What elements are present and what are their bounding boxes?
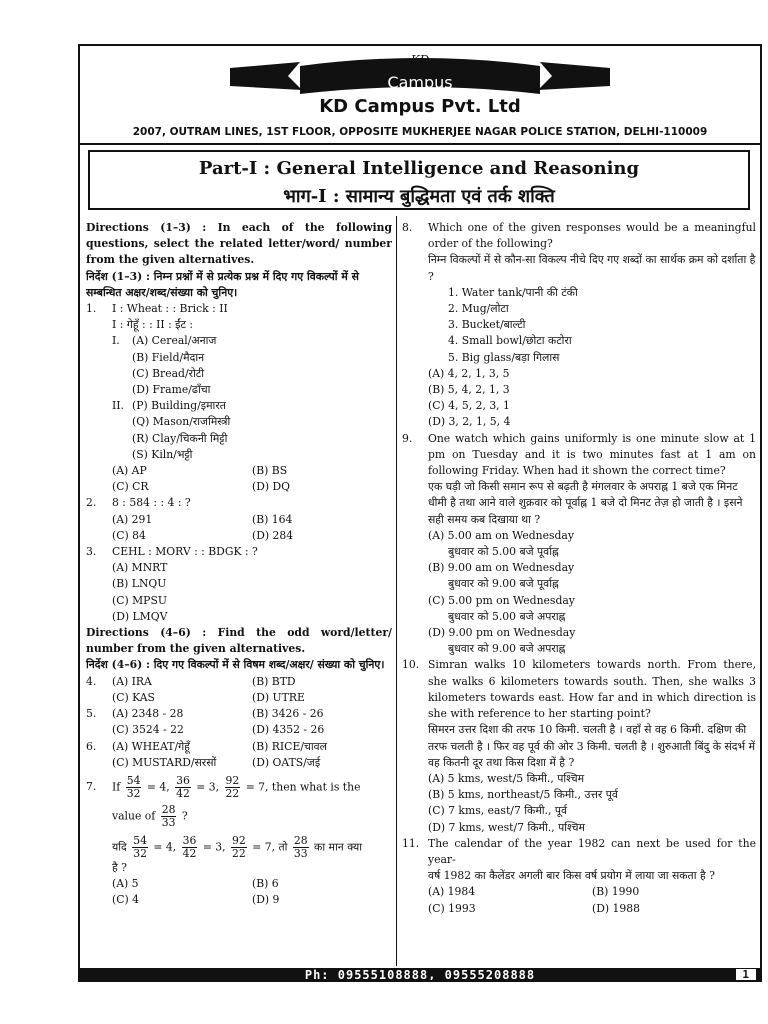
directions-4-6-en: Directions (4–6) : Find the odd word/letter/ number from the given alternatives. xyxy=(86,626,392,656)
phone-numbers: Ph: 09555108888, 09555208888 xyxy=(304,968,536,982)
question-11: 11. The calendar of the year 1982 can next be used for the year- वर्ष 1982 का कैलेंडर अगली बार किस वर्ष प्रयोग में लाया जा सकता है ? (A) 1984 (B) 1990 (C) 1993 (D) 1988 xyxy=(402,836,756,915)
question-2-options: (A) 291 (B) 164 (C) 84 (D) 284 xyxy=(112,512,294,542)
right-column xyxy=(402,220,756,917)
question-2: 2. 8 : 584 : : 4 : ? xyxy=(86,496,191,510)
footer-phone-bar xyxy=(80,968,760,982)
question-1-options: (A) AP (B) BS (C) CR (D) DQ xyxy=(112,464,291,494)
address: 2007, OUTRAM LINES, 1ST FLOOR, OPPOSITE MUKHERJEE NAGAR POLICE STATION, DELHI-110009 xyxy=(132,126,708,138)
title-english: Part-I : General Intelligence and Reasoning xyxy=(198,158,640,179)
logo-text: KD xyxy=(410,53,430,67)
header-divider xyxy=(80,143,760,145)
directions-4-6-hi: निर्देश (4–6) : दिए गए विकल्पों में से विषम शब्द/अक्षर/ संख्या को चुनिए। xyxy=(86,658,385,672)
banner-label: Campus xyxy=(387,73,453,92)
page-number: 1 xyxy=(736,969,756,981)
directions-1-3-hi: निर्देश (1–3) : निम्न प्रश्नों में से प्रत्येक प्रश्न में दिए गए विकल्पों में से सम्बन्धित अक्षर/शब्द/संख्या को चुनिए। xyxy=(86,269,359,299)
column-divider xyxy=(396,216,397,966)
question-7: 7. If $\frac{54}{32}$ = 4, $\frac{36}{42}$ = 3, $\frac{92}{22}$ = 7, then what is the xyxy=(86,773,361,800)
left-column: Directions (1–3) : In each of the following questions, select the related letter/word/ number from the given alternatives. निर्देश (1–3) : निम्न प्रश्नों में से प्रत्येक प्रश्न में दिए गए विकल्पों में से सम्बन्धित अक्षर/शब्द/संख्या को चुनिए। 1. I : Wheat : : Brick : II I : गेहूँ : : II : ईंट : I. (A) Cereal/अनाज (B) Field/मैदान (C) Bread/रोटी (D) Frame/ढाँचा II. (P) Building/इमारत (Q) Mason/राजमिस्त्री (R) Clay/चिकनी मिट्टी (S) Kiln/भट्टी (A) AP (B) BS (C) CR (D) DQ 2. 8 : 584 : : 4 : ? (A) 291 (B) 164 (C) 84 (D) 284 3. CEHL : MORV : : BDGK : ? (A) MNRT (B) LNQU (C) MPSU (D) LMQV Directions (4–6) : Find the odd word/letter/ number from the given alternatives. निर्देश (4–6) : दिए गए विकल्पों में से विषम शब्द/अक्षर/ संख्या को चुनिए। 4. (A) IRA (B) BTD (C) KAS (D) UTRE 5. (A) 2348 - 28 (B) 3426 - 26 (C) 3524 - 22 (D) 4352 - 26 6. (A) WHEAT/गेहूँ (B) RICE/चावल (C) MUSTARD/सरसों (D) OATS/जई 7. If $\frac{54}{32}$ = 4, $\frac{36}{42}$ = 3, $\frac{92}{22}$ = 7, then what is the value of $\frac{28}{33}$ ? यदि $\frac{54}{32}$ = 4, $\frac{36}{42}$ = 3, $\frac{92}{22}$ = 7, तो $\frac{28}{33}$ का मान क्या है ? (A) 5 (B) 6 (C) 4 (D) 9 xyxy=(86,220,392,909)
question-8: 8. Which one of the given responses would be a meaningful order of the following? निम्न विकल्पों में से कौन-सा विकल्प नीचे दिए गए शब्दों का सार्थक क्रम को दर्शाता है ? 1. Water tank/पानी की टंकी 2. Mug/लोटा 3. Bucket/बाल्टी 4. Small bowl/छोटा कटोरा 5. Big glass/बड़ा गिलास (A) 4, 2, 1, 3, 5 (B) 5, 4, 2, 1, 3 (C) 4, 5, 2, 3, 1 (D) 3, 2, 1, 5, 4 xyxy=(402,221,756,429)
question-paper-page xyxy=(78,44,762,982)
title-box xyxy=(88,150,750,210)
title-hindi: भाग-I : सामान्य बुद्धिमता एवं तर्क शक्ति xyxy=(283,186,555,207)
question-9: 9. One watch which gains uniformly is one minute slow at 1 pm on Tuesday and it is two minutes fast at 1 am on following Friday. When had it shown the correct time? एक घड़ी जो किसी समान रूप से बढ़ती है मंगलवार के अपराह्न 1 बजे एक मिनट धीमी है तथा आने वाले शुक्रवार को पूर्वाह्न 1 बजे दो मिनट तेज़ हो जाती है । इसने सही समय कब दिखाया था ? (A) 5.00 am on Wednesday बुधवार को 5.00 बजे पूर्वाह्न (B) 9.00 am on Wednesday बुधवार को 9.00 बजे पूर्वाह्न (C) 5.00 pm on Wednesday बुधवार को 5.00 बजे अपराह्न (D) 9.00 pm on Wednesday बुधवार को 9.00 बजे अपराह्न xyxy=(402,431,756,656)
question-columns xyxy=(80,216,760,966)
question-10: 10. Simran walks 10 kilometers towards north. From there, she walks 6 kilometers towards south. Then, she walks 3 kilometers towards east. How far and in which direction is she with reference to her starting point? सिमरन उत्तर दिशा की तरफ 10 किमी. चलती है । वहाँ से वह 6 किमी. दक्षिण की तरफ चलती है । फिर वह पूर्व की ओर 3 किमी. चलती है । शुरुआती बिंदु के संदर्भ में वह कितनी दूर तथा किस दिशा में है ? (A) 5 kms, west/5 किमी., पश्चिम (B) 5 kms, northeast/5 किमी., उत्तर पूर्व (C) 7 kms, east/7 किमी., पूर्व (D) 7 kms, west/7 किमी., पश्चिम xyxy=(402,658,756,834)
question-7-options: (A) 5 (B) 6 (C) 4 (D) 9 xyxy=(112,877,280,907)
question-5: 5. (A) 2348 - 28 (B) 3426 - 26 (C) 3524 - 22 (D) 4352 - 26 xyxy=(86,707,325,737)
directions-1-3-en: Directions (1–3) : In each of the following questions, select the related letter/word/ number from the given alternatives. xyxy=(86,221,392,267)
question-6: 6. (A) WHEAT/गेहूँ (B) RICE/चावल (C) MUSTARD/सरसों (D) OATS/जई xyxy=(86,739,327,769)
question-3: 3. CEHL : MORV : : BDGK : ? xyxy=(86,545,258,559)
question-4: 4. (A) IRA (B) BTD (C) KAS (D) UTRE xyxy=(86,674,305,704)
question-1: 1. I : Wheat : : Brick : II xyxy=(86,302,228,316)
header xyxy=(80,46,760,146)
company-name: KD Campus Pvt. Ltd xyxy=(319,96,521,117)
